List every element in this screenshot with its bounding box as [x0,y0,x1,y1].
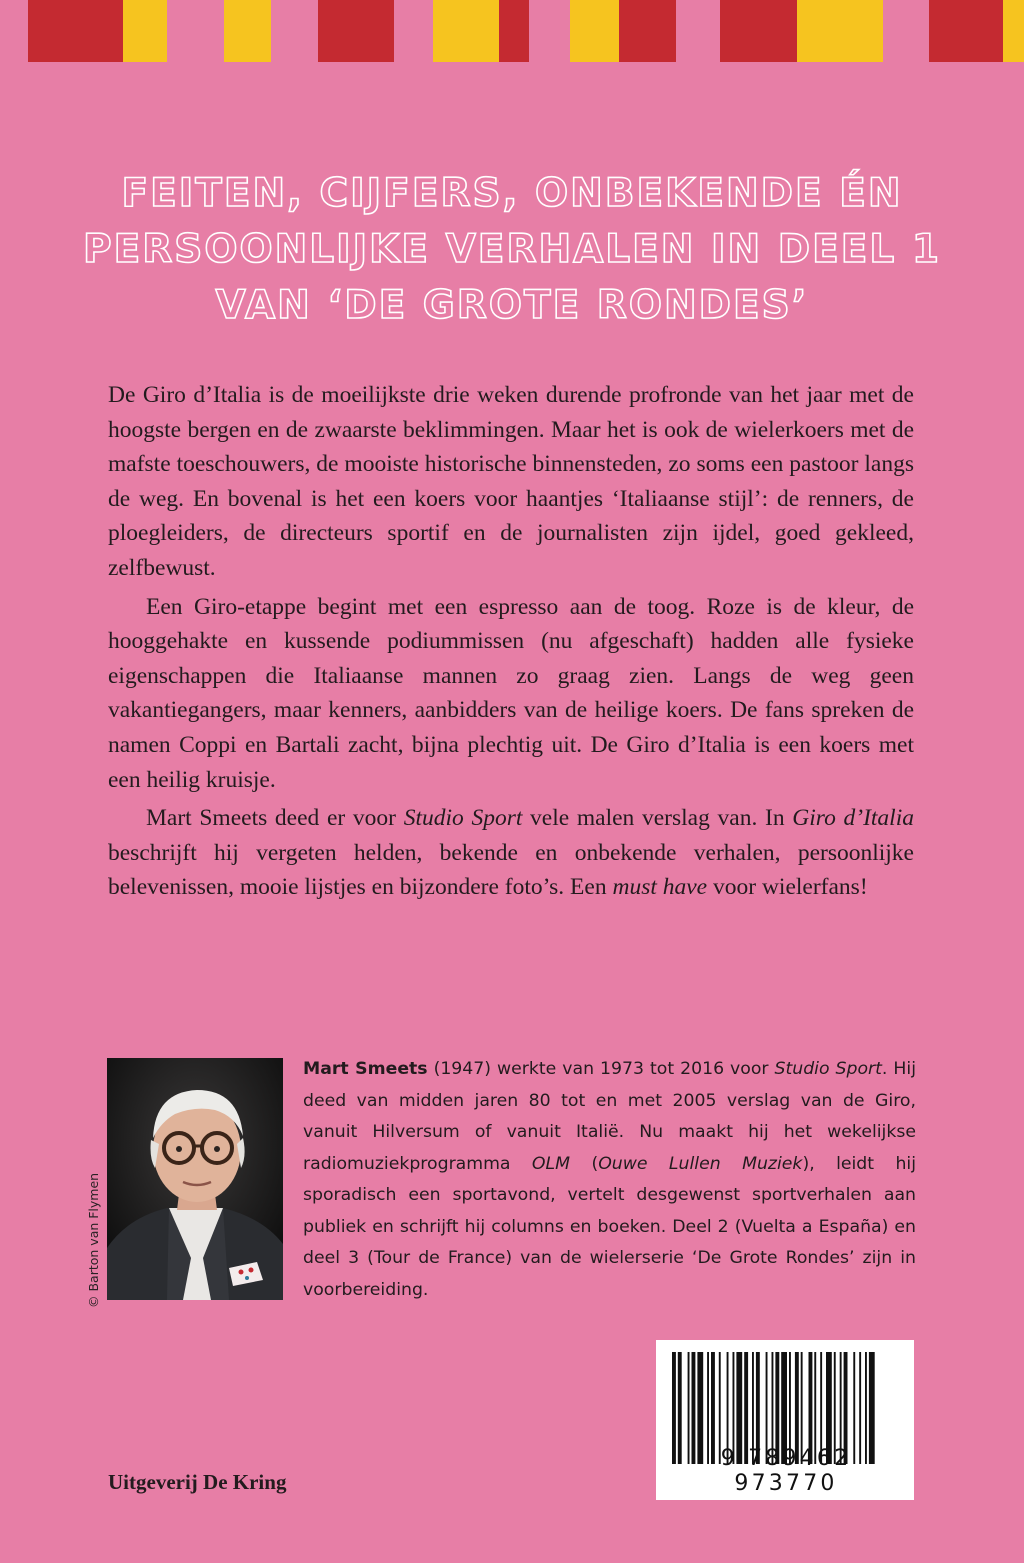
top-stripe-band [0,0,1024,62]
stripe-block [720,0,797,62]
stripe-block [570,0,619,62]
emphasis-text: Studio Sport [774,1059,882,1079]
stripe-block [1003,0,1024,62]
author-photo [107,1058,283,1300]
blurb-paragraph-2: Een Giro-etappe begint met een espresso aan de toog. Roze is de kleur, de hooggehakte en kussende podiummissen (nu afgeschaft) hadden alle fysieke eigenschappen die Italiaanse mannen zo graag zien. Langs de weg geen vakantiegangers, maar kenners, aanbidders van de heilige koers. De fans spreken de namen Coppi en Bartali zacht, bijna plechtig uit. De Giro d’Italia is een koers met een heilig kruisje. [108,593,914,793]
stripe-block [271,0,318,62]
stripe-block [929,0,1003,62]
blurb-paragraph-1: De Giro d’Italia is de moeilijkste drie weken durende profronde van het jaar met de hoogste bergen en de zwaarste beklimmingen. Maar het is ook de wielerkoers met de mafste toeschouwers, de mooiste historische binnensteden, zo soms een pastoor langs de weg. En bovenal is het een koers voor haantjes ‘Italiaanse stijl’: de renners, de ploegleiders, de directeurs sportif en de journalisten zijn ijdel, goed gekleed, zelfbewust. [108,382,914,581]
author-bio [303,1054,916,1306]
emphasis-text: Studio Sport [403,805,523,832]
stripe-block [318,0,394,62]
stripe-block [883,0,929,62]
emphasis-text: must have [612,874,708,901]
text-run: (1947) werkte van 1973 tot 2016 voor [427,1059,775,1079]
stripe-block [123,0,167,62]
stripe-block [499,0,529,62]
isbn-number: 9 789462 973770 [720,1446,852,1496]
stripe-block [433,0,499,62]
author-portrait-illustration [107,1058,283,1300]
emphasis-text: OLM [531,1153,571,1174]
author-name: Mart Smeets [303,1059,428,1079]
stripe-block [619,0,676,62]
emphasis-text: Giro d’Italia [792,805,914,832]
stripe-block [529,0,570,62]
stripe-block [676,0,720,62]
text-run: vele malen verslag van. In [522,805,793,832]
stripe-block [394,0,433,62]
text-run: . Hij deed van midden jaren 80 tot en met 2005 verslag van de Giro, vanuit Hilversum of vanuit Italië. Nu maakt hij het wekelijkse radiomuziekprogramma [303,1059,916,1174]
barcode [656,1340,914,1500]
stripe-block [224,0,271,62]
headline: FEITEN, CIJFERS, ONBEKENDE ÉN PERSOONLIJKE VERHALEN IN DEEL 1 VAN ‘DE GROTE RONDES’ [83,171,941,328]
text-run: voor wielerfans! [707,874,868,901]
stripe-block [28,0,123,62]
text-run: ( [570,1153,599,1174]
photo-credit: © Barton van Flymen [86,1172,101,1308]
emphasis-text: Ouwe Lullen Muziek [598,1153,803,1174]
publisher-name: Uitgeverij De Kring [108,1470,287,1494]
stripe-block [797,0,831,62]
blurb [108,378,914,905]
stripe-block [831,0,883,62]
stripe-block [0,0,28,62]
text-run: beschrijft hij vergeten helden, bekende en onbekende verhalen, persoonlijke belevenissen, mooie lijstjes en bijzondere foto’s. Een [108,839,914,901]
text-run: ), leidt hij sporadisch een sportavond, vertelt desgewenst sportverhalen aan publiek en schrijft hij columns en boeken. Deel 2 (Vuelta a España) en deel 3 (Tour de France) van de wielerserie ‘De Grote Rondes’ zijn in voorbereiding. [303,1153,916,1300]
blurb-paragraph-3 [108,801,914,905]
stripe-block [167,0,224,62]
text-run: Mart Smeets deed er voor [146,805,404,832]
